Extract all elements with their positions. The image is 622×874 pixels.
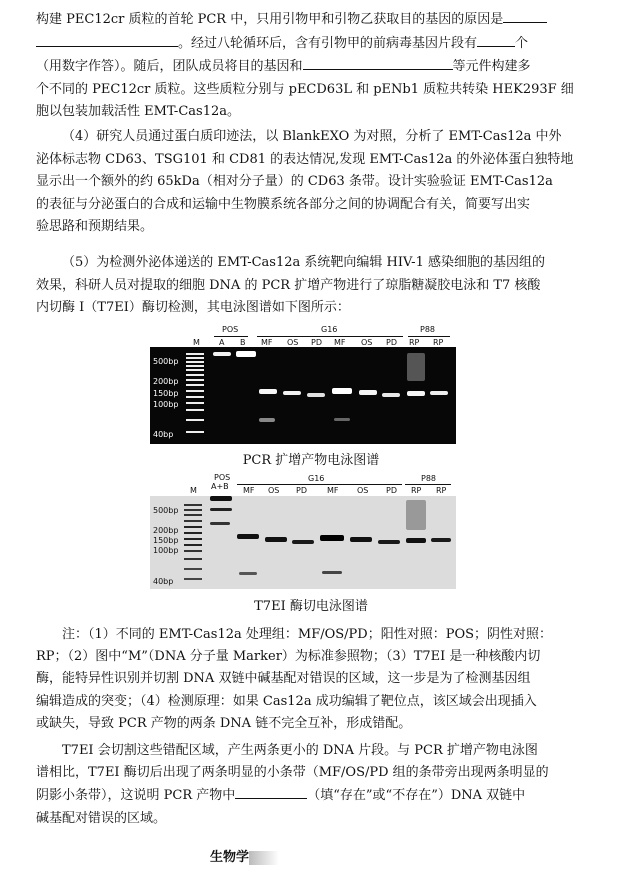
text-line: 个 bbox=[515, 35, 529, 51]
text-line: （填“存在”或“不存在”）DNA 双链中 bbox=[307, 788, 526, 804]
answer-blank[interactable] bbox=[303, 55, 453, 70]
lane-label: OS bbox=[268, 486, 280, 495]
group-label-pos: POS bbox=[214, 473, 231, 482]
group-label-p88: P88 bbox=[421, 474, 437, 483]
gel-band bbox=[332, 388, 352, 394]
answer-blank[interactable] bbox=[477, 32, 515, 47]
gel-caption-pcr: PCR 扩增产物电泳图谱 bbox=[242, 453, 380, 468]
marker-band bbox=[184, 526, 202, 528]
marker-band bbox=[186, 369, 204, 371]
size-label: 100bp bbox=[153, 400, 179, 409]
size-label: 200bp bbox=[153, 377, 179, 386]
lane-label: MF bbox=[334, 338, 346, 347]
marker-band bbox=[184, 509, 202, 511]
marker-band bbox=[184, 514, 202, 516]
text-line: 注：（1）不同的 EMT-Cas12a 处理组：MF/OS/PD；阳性对照：POS；阴性对照： bbox=[62, 627, 553, 642]
group-label-pos-sub: A+B bbox=[211, 482, 229, 491]
lane-label-marker: M bbox=[193, 338, 200, 347]
group-bracket-p88 bbox=[408, 336, 450, 337]
marker-band bbox=[184, 568, 202, 570]
marker-band bbox=[186, 353, 204, 355]
lane-label: OS bbox=[357, 486, 369, 495]
text-line: 谱相比，T7EI 酶切后出现了两条明显的小条带（MF/OS/PD 组的条带旁出现两条明显的 bbox=[36, 765, 549, 781]
text-line: 酶，能特异性识别并切割 DNA 双链中碱基配对错误的区域，这一步是为了检测基因组 bbox=[36, 671, 531, 687]
gel-band bbox=[322, 571, 342, 574]
lane-label-marker: M bbox=[190, 486, 197, 495]
text-line: 阴影小条带），这说明 PCR 产物中 bbox=[36, 788, 236, 804]
lane-label: RP bbox=[409, 338, 420, 347]
text-line: 泌体标志物 CD63、TSG101 和 CD81 的表达情况,发现 EMT-Cas12a 的外泌体蛋白独特地 bbox=[36, 151, 574, 167]
answer-blank[interactable] bbox=[36, 32, 178, 47]
lane-label: RP bbox=[433, 338, 444, 347]
text-line: 等元件构建多 bbox=[452, 59, 531, 74]
lane-label: PD bbox=[386, 338, 397, 347]
lane-label: MF bbox=[261, 338, 273, 347]
lane-label: RP bbox=[411, 486, 422, 495]
group-bracket-pos bbox=[214, 336, 248, 337]
marker-band bbox=[186, 361, 204, 363]
answer-blank[interactable] bbox=[235, 784, 307, 799]
text-line: 内切酶 I（T7EI）酶切检测，其电泳图谱如下图所示： bbox=[36, 300, 350, 315]
lane-label: MF bbox=[243, 486, 255, 495]
size-label: 40bp bbox=[153, 430, 174, 439]
lane-label: B bbox=[240, 338, 246, 347]
gel-band bbox=[430, 391, 448, 395]
gel-band bbox=[407, 353, 425, 381]
gel-band bbox=[237, 534, 259, 539]
gel-band bbox=[378, 540, 400, 544]
text-line: （5）为检测外泌体递送的 EMT-Cas12a 系统靶向编辑 HIV-1 感染细胞的基因组的 bbox=[62, 255, 545, 270]
gel-band bbox=[406, 538, 426, 543]
gel-band bbox=[334, 418, 350, 421]
gel-band bbox=[350, 537, 372, 542]
marker-band bbox=[186, 365, 204, 367]
group-label-p88: P88 bbox=[420, 325, 436, 334]
paragraph-question-4 bbox=[36, 126, 588, 239]
gel-band bbox=[259, 389, 277, 394]
marker-band bbox=[184, 520, 202, 522]
marker-band bbox=[186, 357, 204, 359]
size-label: 200bp bbox=[153, 526, 179, 535]
marker-band bbox=[186, 374, 204, 376]
lane-label: PD bbox=[296, 486, 307, 495]
gel-band bbox=[236, 351, 256, 357]
text-line: 编辑造成的突变；（4）检测原理：如果 Cas12a 成功编辑了靶位点，该区域会出现插入 bbox=[36, 693, 537, 709]
marker-band bbox=[184, 538, 202, 540]
text-line: 显示出一个额外的约 65kDa（相对分子量）的 CD63 条带。设计实验验证 EMT-Cas12a bbox=[36, 174, 553, 189]
marker-band bbox=[184, 544, 202, 546]
gel-caption-t7ei: T7EI 酶切电泳图谱 bbox=[254, 599, 368, 614]
gel-band bbox=[307, 393, 325, 397]
text-line: 。经过八轮循环后，含有引物甲的前病毒基因片段有 bbox=[178, 35, 478, 51]
answer-blank[interactable] bbox=[503, 8, 547, 23]
group-bracket-g16 bbox=[257, 336, 403, 337]
gel-band bbox=[407, 391, 425, 396]
paragraph-note bbox=[36, 624, 588, 735]
paragraph-question-5 bbox=[36, 252, 588, 320]
gel-band bbox=[283, 391, 301, 395]
lane-label: PD bbox=[311, 338, 322, 347]
text-line: 构建 PEC12cr 质粒的首轮 PCR 中，只用引物甲和引物乙获取目的基因的原因是 bbox=[36, 12, 504, 27]
lane-label: OS bbox=[287, 338, 299, 347]
footer-subject: 生物学 bbox=[210, 846, 279, 865]
marker-band bbox=[186, 409, 204, 411]
gel-band bbox=[239, 572, 257, 575]
lane-label: OS bbox=[361, 338, 373, 347]
size-label: 150bp bbox=[153, 536, 179, 545]
text-line: 个不同的 PEC12cr 质粒。这些质粒分别与 pECD63L 和 pENb1 质粒共转染 HEK293F 细 bbox=[36, 81, 574, 97]
text-line: （4）研究人员通过蛋白质印迹法，以 BlankEXO 为对照，分析了 EMT-Cas12a 中外 bbox=[62, 129, 562, 144]
gel-band bbox=[213, 352, 231, 356]
gel-image-t7ei bbox=[150, 496, 456, 589]
size-label: 150bp bbox=[153, 389, 179, 398]
gel-band bbox=[406, 500, 426, 530]
text-line: 的表征与分泌蛋白的合成和运输中生物膜系统各部分之间的协调配合有关，简要写出实 bbox=[36, 196, 531, 212]
lane-label: A bbox=[219, 338, 225, 347]
size-label: 40bp bbox=[153, 577, 174, 586]
text-line: 验思路和预期结果。 bbox=[36, 219, 154, 234]
gel-band bbox=[259, 418, 275, 422]
marker-band bbox=[186, 379, 204, 381]
marker-band bbox=[186, 390, 204, 392]
group-bracket-p88 bbox=[405, 484, 451, 485]
marker-band bbox=[186, 396, 204, 398]
marker-band bbox=[184, 504, 202, 506]
paragraph-top bbox=[36, 8, 588, 124]
group-label-pos: POS bbox=[222, 325, 239, 334]
marker-band bbox=[186, 431, 204, 433]
text-line: （用数字作答）。随后，团队成员将目的基因和 bbox=[36, 59, 303, 74]
text-line: 效果，科研人员对提取的细胞 DNA 的 PCR 扩增产物进行了琼脂糖凝胶电泳和 T7 核酸 bbox=[36, 277, 541, 293]
marker-band bbox=[184, 558, 202, 560]
size-label: 500bp bbox=[153, 357, 179, 366]
gel-band bbox=[210, 522, 230, 525]
marker-band bbox=[186, 384, 204, 386]
gel-band bbox=[320, 535, 344, 541]
gel-band bbox=[265, 537, 287, 542]
size-label: 100bp bbox=[153, 546, 179, 555]
marker-band bbox=[186, 419, 204, 421]
gel-band bbox=[431, 538, 451, 542]
group-label-g16: G16 bbox=[308, 474, 325, 483]
gel-band bbox=[292, 540, 314, 544]
marker-band bbox=[184, 550, 202, 552]
lane-label: RP bbox=[436, 486, 447, 495]
text-line: T7EI 会切割这些错配区域，产生两条更小的 DNA 片段。与 PCR 扩增产物电泳图 bbox=[62, 743, 538, 758]
lane-label: MF bbox=[327, 486, 339, 495]
group-label-g16: G16 bbox=[321, 325, 338, 334]
gel-band bbox=[359, 390, 377, 395]
gel-image-pcr bbox=[150, 347, 456, 444]
text-line: 或缺失，导致 PCR 产物的两条 DNA 链不完全互补，形成错配。 bbox=[36, 715, 412, 731]
marker-band bbox=[184, 532, 202, 534]
lane-label: PD bbox=[386, 486, 397, 495]
size-label: 500bp bbox=[153, 506, 179, 515]
marker-band bbox=[184, 578, 202, 580]
text-line: RP；（2）图中“M”（DNA 分子量 Marker）为标准参照物；（3）T7EI 是一种核酸内切 bbox=[36, 649, 541, 665]
text-line: 碱基配对错误的区域。 bbox=[36, 810, 167, 826]
footer-fade bbox=[249, 851, 279, 865]
text-line: 胞以包装加载活性 EMT-Cas12a。 bbox=[36, 104, 240, 119]
gel-band bbox=[210, 508, 232, 511]
group-bracket-g16 bbox=[237, 484, 402, 485]
marker-band bbox=[186, 402, 204, 404]
gel-band bbox=[382, 393, 400, 397]
paragraph-last bbox=[36, 740, 588, 830]
gel-band bbox=[210, 496, 232, 501]
